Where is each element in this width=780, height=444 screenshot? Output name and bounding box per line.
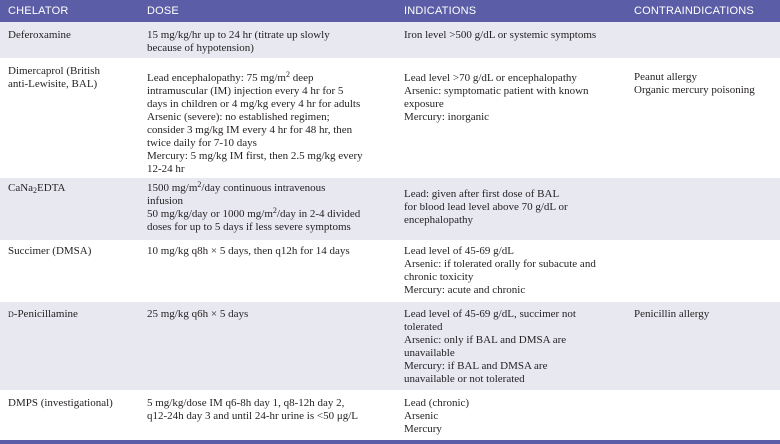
dose-line: Mercury: 5 mg/kg IM first, then 2.5 mg/kg every (147, 150, 363, 162)
dose-line: 50 mg/kg/day or 1000 $mg/m^2$/day in 2-4 divided (147, 206, 361, 220)
indications-line: chronic toxicity (404, 271, 474, 283)
header-contraindications: CONTRAINDICATIONS (634, 5, 754, 17)
chelator-line: anti-Lewisite, BAL) (8, 78, 98, 90)
chelator-line: Deferoxamine (8, 29, 71, 41)
contraindications-line: Penicillin allergy (634, 308, 710, 320)
header-indications: INDICATIONS (404, 5, 477, 17)
dose-line: 5 mg/kg/dose IM q6-8h day 1, q8-12h day 2, (147, 397, 345, 409)
cell-dose (147, 397, 358, 423)
chelator-line: DMPS (investigational) (8, 397, 113, 409)
dose-line: infusion (147, 195, 184, 207)
contraindications-line: Organic mercury poisoning (634, 84, 755, 96)
cell-dose (147, 182, 360, 234)
indications-line: Arsenic: only if BAL and DMSA are (404, 334, 567, 346)
dose-line: twice daily for 7-10 days (147, 137, 257, 149)
dose-line: 15 mg/kg/hr up to 24 hr (titrate up slowly (147, 29, 330, 41)
dose-line: intramuscular (IM) injection every 4 hr for 5 (147, 85, 344, 97)
dose-line: 1500 $mg/m^2$/day continuous intravenous (147, 180, 326, 194)
cell-chelator (8, 29, 71, 42)
indications-line: Lead level >70 g/dL or encephalopathy (404, 72, 577, 84)
dose-line: q12-24h day 3 and until 24-hr urine is <50 μg/L (147, 410, 358, 422)
cell-contraindications (634, 308, 709, 321)
cell-chelator (8, 182, 66, 195)
table-row (0, 58, 780, 178)
dose-line: 25 mg/kg q6h × 5 days (147, 308, 249, 320)
indications-line: exposure (404, 98, 444, 110)
indications-line: Iron level >500 g/dL or systemic symptoms (404, 29, 597, 41)
cell-chelator (8, 65, 100, 91)
indications-line: unavailable (404, 347, 455, 359)
cell-indications (404, 308, 576, 386)
cell-contraindications (634, 71, 755, 97)
indications-line: encephalopathy (404, 214, 474, 226)
dose-line: because of hypotension) (147, 42, 254, 54)
dose-line: doses for up to 5 days if less severe symptoms (147, 221, 351, 233)
cell-chelator (8, 245, 91, 258)
dose-line: consider 3 mg/kg IM every 4 hr for 48 hr, then (147, 124, 353, 136)
table-row (0, 302, 780, 390)
dose-line: 12-24 hr (147, 163, 185, 175)
indications-line: Lead: given after first dose of BAL (404, 188, 560, 200)
indications-line: Lead level of 45-69 g/dL (404, 245, 514, 257)
cell-indications (404, 72, 589, 124)
indications-line: Mercury: inorganic (404, 111, 490, 123)
table-row (0, 22, 780, 58)
indications-line: Arsenic: if tolerated orally for subacute and (404, 258, 596, 270)
header-dose: DOSE (147, 5, 179, 17)
indications-line: Arsenic (404, 410, 439, 422)
chelator-line: CaNa2EDTA (8, 182, 66, 195)
indications-line: Mercury (404, 423, 442, 435)
cell-dose (147, 308, 248, 321)
indications-line: unavailable or not tolerated (404, 373, 525, 385)
cell-dose (147, 245, 350, 258)
indications-line: for blood lead level above 70 g/dL or (404, 201, 568, 213)
dose-line: days in children or 4 mg/kg every 4 hr for adults (147, 98, 361, 110)
header-chelator: CHELATOR (8, 5, 69, 17)
cell-dose (147, 29, 330, 55)
indications-line: Mercury: acute and chronic (404, 284, 526, 296)
dose-line: 10 mg/kg q8h × 5 days, then q12h for 14 days (147, 245, 350, 257)
contraindications-line: Peanut allergy (634, 71, 698, 83)
indications-line: Lead level of 45-69 g/dL, succimer not (404, 308, 576, 320)
cell-indications (404, 397, 469, 436)
cell-chelator (8, 308, 78, 321)
bottom-rule (0, 440, 780, 444)
table-header (0, 0, 780, 22)
table-row (0, 178, 780, 240)
chelator-line: Dimercaprol (British (8, 65, 100, 77)
indications-line: Mercury: if BAL and DMSA are (404, 360, 548, 372)
cell-chelator (8, 397, 113, 410)
indications-line: Arsenic: symptomatic patient with known (404, 85, 589, 97)
indications-line: tolerated (404, 321, 443, 333)
dose-line: Arsenic (severe): no established regimen; (147, 111, 330, 123)
dose-line: Lead encephalopathy: 75 $mg/m^2$ deep (147, 70, 314, 84)
cell-dose (147, 72, 363, 176)
chelator-line: Succimer (DMSA) (8, 245, 92, 257)
table-row (0, 390, 780, 440)
chelator-line: d-Penicillamine (8, 308, 78, 320)
cell-indications (404, 188, 568, 227)
indications-line: Lead (chronic) (404, 397, 470, 409)
cell-indications (404, 245, 596, 297)
table-row (0, 240, 780, 302)
cell-indications (404, 29, 596, 42)
